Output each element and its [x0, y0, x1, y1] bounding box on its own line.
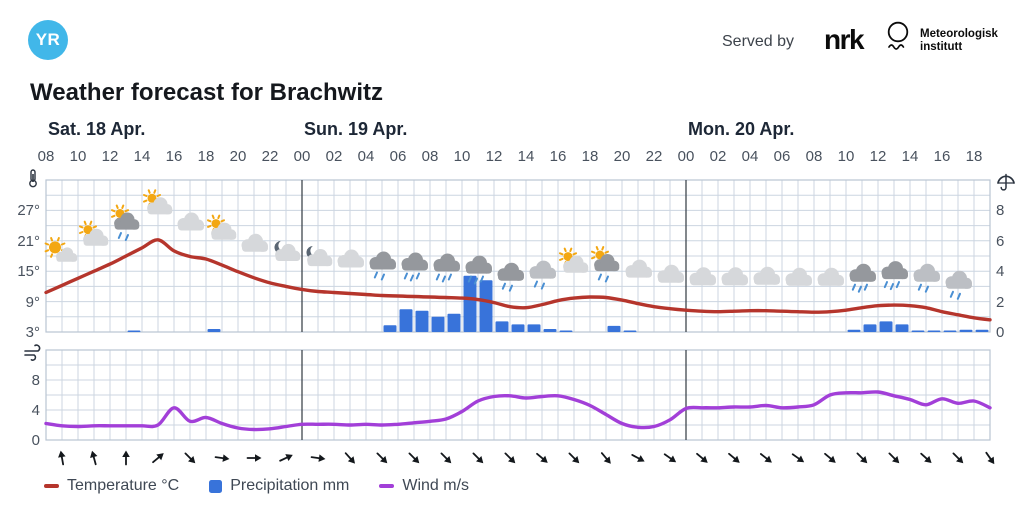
- wind-direction-arrow: [567, 451, 582, 466]
- weather-icon-rain: [850, 264, 877, 292]
- legend-label-wind: Wind m/s: [402, 477, 470, 494]
- precip-axis-label: 8: [996, 202, 1005, 220]
- wind-direction-arrow: [439, 451, 454, 466]
- weather-icon-light-rain-gray: [530, 261, 557, 289]
- precipitation-bar: [432, 317, 445, 332]
- time-tick-label: 10: [837, 148, 855, 165]
- weather-icon-fair-night: [306, 246, 332, 266]
- time-tick-label: 12: [869, 148, 887, 165]
- wind-direction-arrow: [759, 451, 775, 466]
- legend-label-precipitation: Precipitation mm: [230, 477, 350, 494]
- wind-direction-arrow: [248, 454, 262, 462]
- wind-direction-arrow: [727, 451, 743, 466]
- wind-direction-arrow: [983, 450, 997, 466]
- wind-direction-arrow: [311, 453, 326, 462]
- weather-icon-cloudy: [626, 260, 653, 278]
- wind-line: [46, 392, 990, 430]
- time-tick-label: 18: [965, 148, 983, 165]
- wind-direction-arrow: [599, 451, 614, 467]
- temperature-swatch: [44, 484, 59, 488]
- precipitation-bar: [960, 330, 973, 332]
- time-tick-label: 14: [133, 148, 151, 165]
- temp-axis-label: 15°: [17, 263, 40, 281]
- wind-direction-arrow: [887, 451, 902, 466]
- precipitation-bar: [528, 324, 541, 332]
- legend-item-temperature: [44, 477, 179, 495]
- time-tick-label: 18: [581, 148, 599, 165]
- precipitation-bar: [448, 314, 461, 332]
- wind-direction-arrow: [343, 451, 358, 466]
- precipitation-bar: [208, 329, 221, 332]
- precipitation-bar: [608, 326, 621, 332]
- time-tick-label: 08: [37, 148, 55, 165]
- precipitation-bar: [480, 280, 493, 332]
- wind-axis-label: 8: [31, 372, 40, 389]
- weather-icon-light-rain-gray: [946, 271, 973, 299]
- time-tick-label: 02: [709, 148, 727, 165]
- precipitation-swatch: [209, 480, 222, 493]
- wind-axis-label: 0: [31, 432, 40, 449]
- wind-icon: [25, 345, 40, 360]
- precipitation-bar: [400, 309, 413, 332]
- time-tick-label: 16: [165, 148, 183, 165]
- time-tick-label: 20: [229, 148, 247, 165]
- met-institute-name: Meteorologisk institutt: [920, 28, 998, 53]
- date-label-2: Mon. 20 Apr.: [688, 119, 795, 139]
- time-tick-label: 18: [197, 148, 215, 165]
- nrk-logo[interactable]: nrk: [824, 24, 864, 55]
- date-label-0: Sat. 18 Apr.: [48, 119, 146, 139]
- weather-icon-cloudy: [690, 267, 717, 285]
- wind-direction-arrow: [471, 451, 486, 466]
- legend-label-temperature: Temperature °C: [67, 477, 180, 494]
- weather-icon-cloudy: [722, 267, 749, 285]
- wind-axis-label: 4: [31, 402, 40, 419]
- time-tick-label: 10: [69, 148, 87, 165]
- time-tick-label: 22: [261, 148, 279, 165]
- time-tick-label: 06: [773, 148, 791, 165]
- precipitation-bar: [416, 311, 429, 332]
- temp-axis-label: 9°: [25, 293, 40, 311]
- wind-direction-arrow: [279, 451, 295, 464]
- umbrella-icon: [998, 175, 1014, 190]
- weather-icon-cloudy: [658, 265, 685, 283]
- served-by-label: Served by: [722, 33, 795, 50]
- precipitation-bar: [512, 324, 525, 332]
- time-tick-label: 16: [933, 148, 951, 165]
- time-tick-label: 14: [901, 148, 919, 165]
- weather-icon-rain: [882, 261, 909, 289]
- precipitation-bar: [976, 330, 989, 332]
- time-tick-label: 16: [549, 148, 567, 165]
- weather-icon-cloudy: [818, 268, 845, 286]
- wind-direction-arrow: [122, 451, 130, 465]
- yr-logo-text: YR: [35, 30, 61, 49]
- weather-icon-rain: [402, 253, 429, 281]
- wind-direction-arrow: [215, 453, 230, 462]
- weather-icon-rain: [434, 254, 461, 282]
- wind-direction-arrow: [790, 451, 806, 465]
- legend: [44, 477, 469, 495]
- temp-axis-label: 27°: [17, 202, 40, 220]
- precip-axis-label: 0: [996, 324, 1005, 341]
- precip-axis-label: 4: [996, 263, 1005, 281]
- temp-axis-label: 3°: [25, 324, 40, 341]
- precipitation-bar: [624, 331, 637, 333]
- wind-direction-arrow: [183, 451, 198, 466]
- precip-axis-label: 2: [996, 293, 1005, 311]
- legend-item-wind: [379, 477, 469, 495]
- wind-direction-arrow: [151, 450, 167, 465]
- time-tick-label: 04: [357, 148, 375, 165]
- precipitation-bar: [848, 330, 861, 332]
- temp-axis-label: 21°: [17, 232, 40, 250]
- wind-swatch: [379, 484, 394, 488]
- wind-direction-arrow: [823, 451, 839, 466]
- thermometer-icon: [30, 170, 36, 187]
- precipitation-bar: [560, 331, 573, 333]
- time-tick-label: 06: [389, 148, 407, 165]
- wind-direction-arrow: [57, 450, 67, 465]
- wind-direction-arrow: [407, 451, 422, 466]
- wind-direction-arrow: [919, 451, 934, 466]
- time-tick-label: 12: [101, 148, 119, 165]
- time-tick-label: 20: [613, 148, 631, 165]
- time-tick-label: 00: [677, 148, 695, 165]
- weather-icon-cloudy: [242, 234, 269, 252]
- wind-direction-arrow: [503, 451, 518, 466]
- time-tick-label: 04: [741, 148, 759, 165]
- weather-icon-partly-sunny-day: [46, 238, 78, 262]
- wind-direction-arrow: [951, 451, 966, 466]
- time-tick-label: 10: [453, 148, 471, 165]
- time-tick-label: 08: [421, 148, 439, 165]
- weather-icon-fair-night: [274, 241, 300, 261]
- precipitation-bar: [864, 324, 877, 332]
- precipitation-bar: [496, 321, 509, 332]
- date-label-1: Sun. 19 Apr.: [304, 119, 408, 139]
- weather-icon-cloudy: [178, 213, 205, 231]
- precipitation-bar: [944, 331, 957, 333]
- wind-chart-grid: [46, 350, 990, 440]
- time-tick-label: 02: [325, 148, 343, 165]
- weather-icon-light-rain-gray: [914, 264, 941, 292]
- precipitation-bar: [928, 331, 941, 333]
- wind-direction-arrow: [630, 452, 646, 465]
- wind-direction-arrow: [535, 451, 551, 466]
- time-tick-label: 14: [517, 148, 535, 165]
- precipitation-bar: [896, 324, 909, 332]
- precipitation-bar: [128, 331, 141, 333]
- precipitation-bar: [880, 321, 893, 332]
- precipitation-bar: [544, 329, 557, 332]
- wind-direction-arrows: [57, 450, 997, 467]
- wind-direction-arrow: [375, 451, 390, 466]
- precip-axis-label: 6: [996, 232, 1005, 250]
- time-tick-label: 12: [485, 148, 503, 165]
- weather-icon-cloudy: [338, 250, 365, 268]
- weather-icon-cloudy: [754, 267, 781, 285]
- wind-direction-arrow: [88, 450, 99, 465]
- precipitation-bar: [912, 331, 925, 333]
- legend-item-precipitation: [209, 477, 349, 495]
- time-tick-label: 00: [293, 148, 311, 165]
- time-tick-label: 22: [645, 148, 663, 165]
- precipitation-bar: [384, 325, 397, 332]
- wind-direction-arrow: [662, 451, 678, 465]
- wind-direction-arrow: [855, 451, 870, 466]
- weather-icon-cloudy: [786, 268, 813, 286]
- wind-direction-arrow: [695, 451, 711, 466]
- time-tick-label: 08: [805, 148, 823, 165]
- weather-symbols: [46, 190, 972, 298]
- page-title: Weather forecast for Brachwitz: [30, 79, 383, 106]
- weather-icon-rain: [466, 256, 493, 284]
